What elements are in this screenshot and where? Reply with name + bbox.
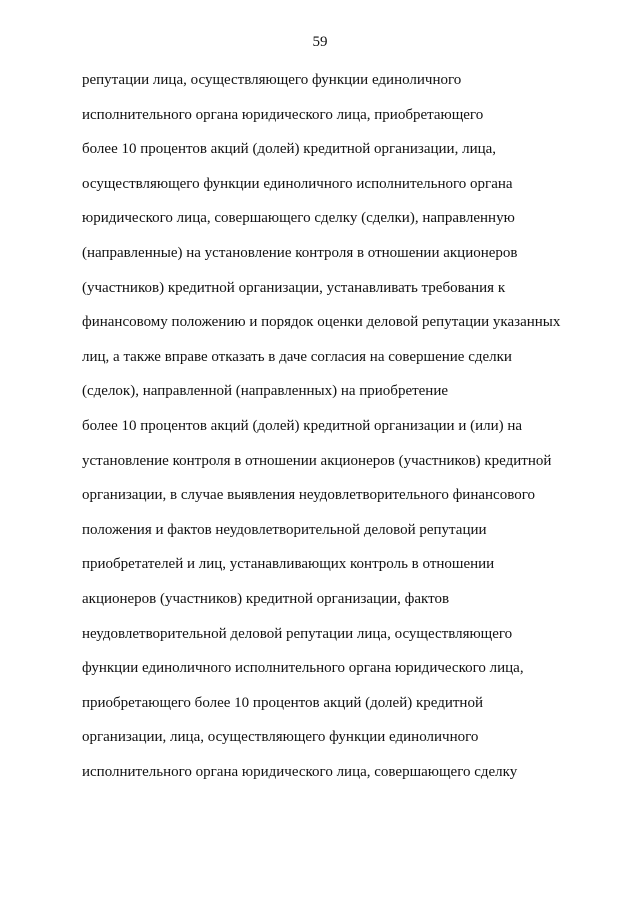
text-line: (сделок), направленной (направленных) на приобретение: [82, 383, 449, 400]
text-line: организации, лица, осуществляющего функции единоличного: [82, 729, 479, 746]
text-line: исполнительного органа юридического лица, совершающего сделку: [82, 763, 518, 780]
body-text: [82, 70, 568, 796]
text-line: приобретателей и лиц, устанавливающих контроль в отношении: [82, 556, 495, 573]
text-line: более 10 процентов акций (долей) кредитной организации и (или) на: [82, 417, 523, 434]
text-line: осуществляющего функции единоличного исполнительного органа: [82, 175, 513, 192]
text-line: установление контроля в отношении акционеров (участников) кредитной: [82, 452, 552, 469]
page-number: 59: [312, 34, 328, 50]
text-line: положения и фактов неудовлетворительной деловой репутации: [82, 521, 487, 538]
text-line: репутации лица, осуществляющего функции единоличного: [82, 72, 462, 88]
text-line: более 10 процентов акций (долей) кредитной организации, лица,: [82, 141, 497, 158]
text-line: исполнительного органа юридического лица, приобретающего: [82, 106, 484, 123]
text-line: (участников) кредитной организации, устанавливать требования к: [82, 279, 506, 296]
text-line: лиц, а также вправе отказать в даче согласия на совершение сделки: [82, 348, 512, 365]
text-line: приобретающего более 10 процентов акций (долей) кредитной: [82, 694, 483, 711]
text-line: финансовому положению и порядок оценки деловой репутации указанных: [82, 314, 561, 331]
text-line: функции единоличного исполнительного органа юридического лица,: [82, 660, 524, 677]
text-line: организации, в случае выявления неудовлетворительного финансового: [82, 487, 535, 504]
text-line: неудовлетворительной деловой репутации лица, осуществляющего: [82, 625, 513, 642]
text-line: юридического лица, совершающего сделку (сделки), направленную: [82, 210, 515, 227]
text-line: акционеров (участников) кредитной организации, фактов: [82, 590, 450, 607]
text-line: (направленные) на установление контроля в отношении акционеров: [82, 244, 518, 261]
